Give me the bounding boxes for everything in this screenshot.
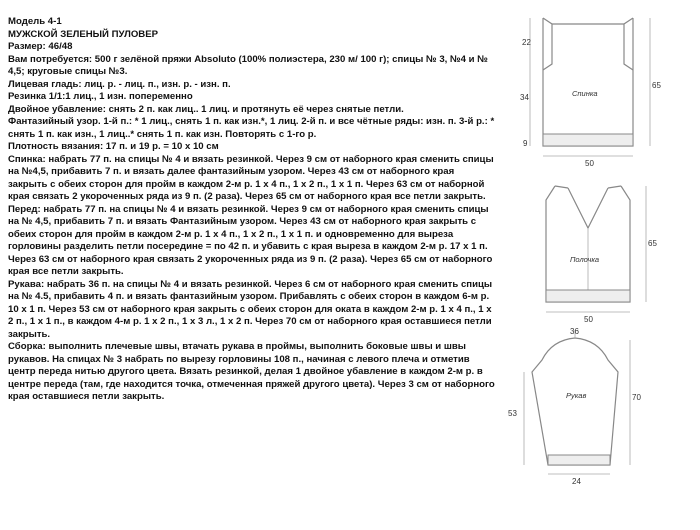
model-number: Модель 4-1 — [8, 16, 62, 27]
stockinette-paragraph: Лицевая гладь: лиц. р. - лиц. п., изн. р. - изн. п. — [8, 78, 231, 90]
back-dim-bottom: 50 — [585, 159, 594, 168]
front-label: Полочка — [570, 255, 600, 264]
pattern-text — [8, 16, 496, 404]
sleeve-label: Рукав — [566, 391, 587, 400]
back-dim-left-mid: 34 — [520, 93, 529, 102]
assembly-paragraph: Сборка: выполнить плечевые швы, втачать рукава в проймы, выполнить боковые швы и швы рукавов. На спицах № 3 набрать по вырезу горловины 108 п., начиная с левого плеча и отметив центр переда нитью другого цвета. Вязать резинкой, делая 1 двойное убавление в каждом 2-м р. в центре переда (там, где находится точка, отмеченная пряжей другого цвета). Через 3 см от наборного края оставшиеся петли закрыть. — [8, 341, 495, 402]
sleeve-dim-top: 36 — [570, 327, 579, 336]
front-dim-bottom: 50 — [584, 315, 593, 324]
back-dim-left-bottom: 9 — [523, 139, 528, 148]
size-line: Размер: 46/48 — [8, 41, 73, 52]
front-schematic — [546, 186, 657, 324]
double-decrease-paragraph: Двойное убавление: снять 2 п. как лиц.. 1 лиц. и протянуть её через снятые петли. — [8, 103, 404, 115]
front-paragraph: Перед: набрать 77 п. на спицы № 4 и вязать резинкой. Через 9 см от наборного края сменить спицы на № 4,5, прибавить 7 п. и вязать Фантазийным узором. Через 43 см от наборного края закрыть с обеих сторон для пройм в каждом 2-м р. 1 х 4 п., 1 х 2 п., 1 х 1 п. и одновременно для выреза горловины разделить петли посередине = по 42 п. и убавить с края выреза в каждом 2-м р. 17 х 1 п. Через 63 см от наборного края связать 2 укороченных ряда из 9 п. (2 раза). Через 65 см от наборного края все петли закрыть. — [8, 203, 493, 277]
back-schematic — [520, 18, 661, 168]
back-label: Спинка — [572, 89, 598, 98]
sleeve-dim-right: 70 — [632, 393, 641, 402]
sleeves-paragraph: Рукава: набрать 36 п. на спицы № 4 и вязать резинкой. Через 6 см от наборного края сменить спицы на № 4.5, прибавить 4 п. и вязать фантазийным узором. Прибавлять с обеих сторон в каждом 6-м р. 10 х 1 п. Через 53 см от наборного края закрыть с обеих сторон для оката в каждом 2-м р. 1 х 4 п., 1 х 2 п., 1 х 1 п., в каждом 4-м р. 1 х 2 п., 1 х 3 л., 1 х 2 п. Через 70 см от наборного края оставшиеся петли закрыть. — [8, 278, 493, 340]
materials-paragraph: Вам потребуется: 500 г зелёной пряжи Absoluto (100% полиэстера, 230 м/ 100 г); спицы № 3, №4 и № 4,5; круговые спицы №3. — [8, 53, 488, 77]
back-paragraph: Спинка: набрать 77 п. на спицы № 4 и вязать резинкой. Через 9 см от наборного края сменить спицы на №4,5, прибавить 7 п. и вязать далее фантазийным узором. Через 43 см от наборного края закрыть с обеих сторон для пройм в каждом 2-м р. 1 х 4 п., 1 х 2 п., 1 х 1 п. Через 63 см от наборной края связать 2 укороченных ряда из 9 п. (2 раза). Через 65 см от наборного края все петли закрыть. — [8, 153, 494, 202]
fancy-pattern-paragraph: Фантазийный узор. 1-й п.: * 1 лиц., снять 1 п. как изн.*, 1 лиц. 2-й п. и все чётные ряды: изн. п. 3-й р.: * снять 1 п. как изн., 1 лиц..* снять 1 п. как изн. Повторять с 1-го р. — [8, 116, 495, 140]
back-dim-left-top: 22 — [522, 38, 531, 47]
sleeve-dim-left: 53 — [508, 409, 517, 418]
back-dim-right: 65 — [652, 81, 661, 90]
rib-paragraph: Резинка 1/1:1 лиц., 1 изн. попеременно — [8, 91, 193, 102]
gauge-paragraph: Плотность вязания: 17 п. и 19 р. = 10 х 10 см — [8, 141, 219, 152]
sleeve-schematic — [508, 327, 641, 486]
sleeve-dim-bottom: 24 — [572, 477, 581, 486]
schematic-diagrams — [500, 0, 700, 530]
pattern-title: МУЖСКОЙ ЗЕЛЕНЫЙ ПУЛОВЕР — [8, 28, 159, 40]
front-dim-right: 65 — [648, 239, 657, 248]
